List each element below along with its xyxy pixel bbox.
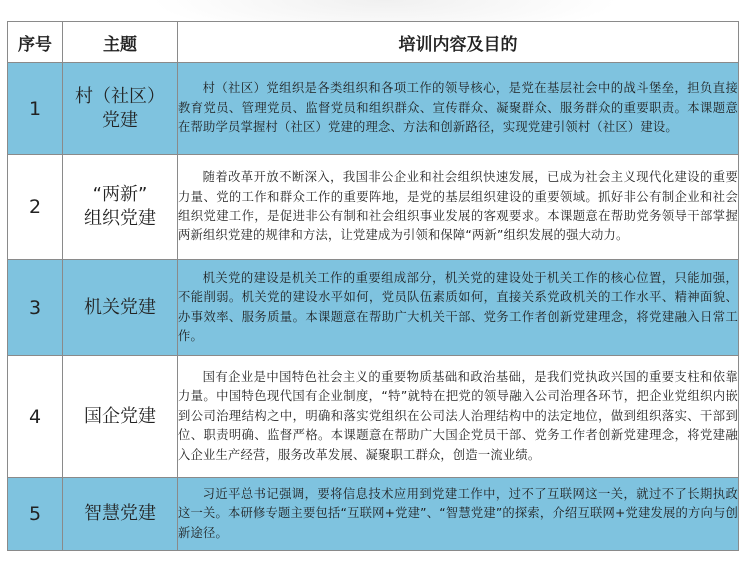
table-header <box>8 22 739 63</box>
row-content: 村（社区）党组织是各类组织和各项工作的领导核心，是党在基层社会中的战斗堡垒，担负直接教育党员、管理党员、监督党员和组织群众、宣传群众、凝聚群众、服务群众的重要职责。本课题意在帮助学员掌握村（社区）党建的理念、方法和创新路径，实现党建引领村（社区）建设。 <box>178 63 739 155</box>
row-content: 国有企业是中国特色社会主义的重要物质基础和政治基础，是我们党执政兴国的重要支柱和依靠力量。中国特色现代国有企业制度，“特”就特在把党的领导融入公司治理各环节，把企业党组织内嵌到公司治理结构之中，明确和落实党组织在公司法人治理结构中的法定地位，做到组织落实、干部到位、职责明确、监督严格。本课题意在帮助广大国企党员干部、党务工作者创新党建理念，将党建融入企业生产经营，服务改革发展、凝聚职工群众，创造一流业绩。 <box>178 356 739 478</box>
row-number: 3 <box>8 260 63 356</box>
row-topic <box>63 260 178 356</box>
row-topic-line: 党建 <box>102 109 138 131</box>
header-content: 培训内容及目的 <box>178 22 739 63</box>
table-row <box>8 356 739 478</box>
table-row <box>8 260 739 356</box>
row-topic <box>63 356 178 478</box>
header-no: 序号 <box>8 22 63 63</box>
table-row <box>8 63 739 155</box>
row-topic <box>63 478 178 551</box>
row-topic-line: 国企党建 <box>84 405 156 427</box>
row-topic <box>63 155 178 260</box>
training-table <box>7 21 739 551</box>
row-content: 习近平总书记强调，要将信息技术应用到党建工作中，过不了互联网这一关，就过不了长期执政这一关。本研修专题主要包括“互联网+党建”、“智慧党建”的探索，介绍互联网+党建发展的方向与创新途径。 <box>178 478 739 551</box>
table-row <box>8 155 739 260</box>
row-topic-line: 机关党建 <box>84 296 156 318</box>
row-topic-line: 组织党建 <box>84 208 156 229</box>
row-topic-line: “两新” <box>92 184 148 205</box>
row-content: 随着改革开放不断深入，我国非公企业和社会组织快速发展，已成为社会主义现代化建设的重要力量、党的工作和群众工作的重要阵地，是党的基层组织建设的重要领域。抓好非公有制企业和社会组织党建工作，是促进非公有制和社会组织事业发展的客观要求。本课题意在帮助党务领导干部掌握两新组织党建的规律和方法，让党建成为引领和保障“两新”组织发展的强大动力。 <box>178 155 739 260</box>
row-number: 5 <box>8 478 63 551</box>
header-topic: 主题 <box>63 22 178 63</box>
row-topic-line: 智慧党建 <box>84 503 156 524</box>
row-topic-line: 村（社区） <box>75 85 165 107</box>
row-number: 1 <box>8 63 63 155</box>
row-number: 2 <box>8 155 63 260</box>
row-topic <box>63 63 178 155</box>
row-number: 4 <box>8 356 63 478</box>
table-body <box>8 63 739 551</box>
table-row <box>8 478 739 551</box>
row-content: 机关党的建设是机关工作的重要组成部分，机关党的建设处于机关工作的核心位置，只能加强，不能削弱。机关党的建设水平如何，党员队伍素质如何，直接关系党政机关的工作水平、精神面貌、办事效率、服务质量。本课题意在帮助广大机关干部、党务工作者创新党建理念，将党建融入日常工作。 <box>178 260 739 356</box>
header-row <box>8 22 739 63</box>
